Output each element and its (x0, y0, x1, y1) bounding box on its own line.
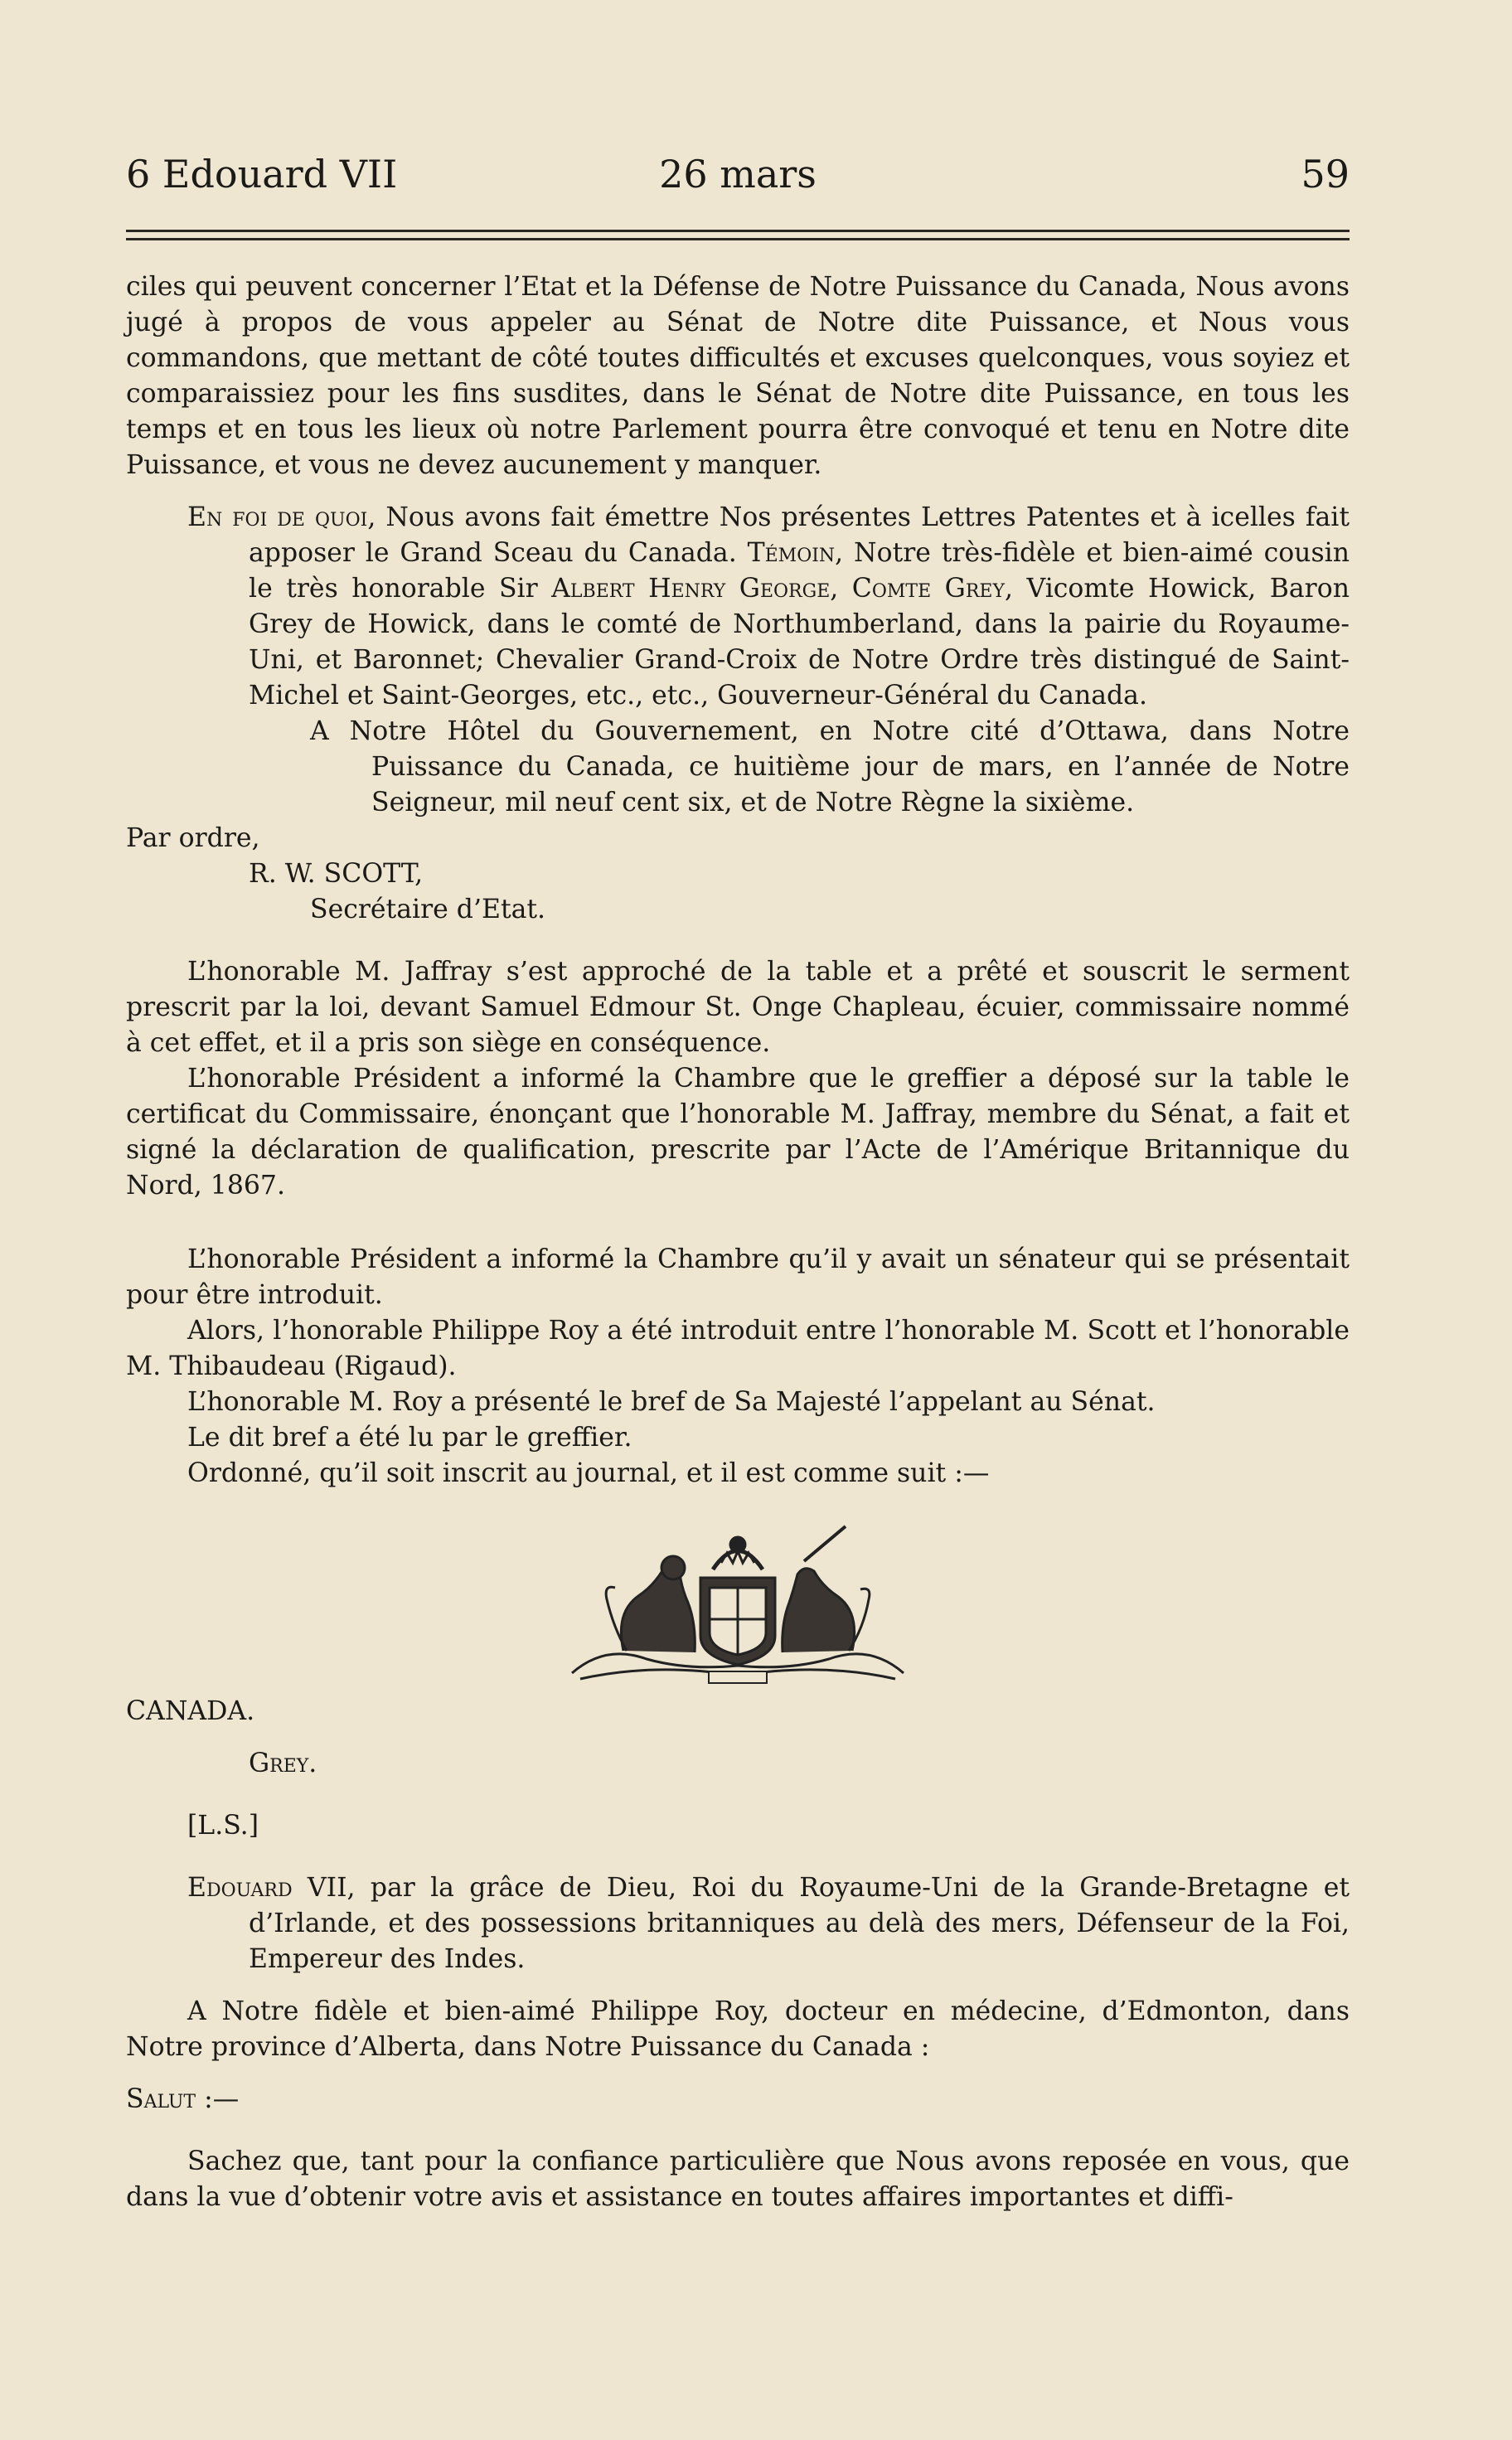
par-ordre: Par ordre, (126, 823, 260, 853)
paragraph-jaffray-oath: L’honorable M. Jaffray s’est approché de la table et a prêté et souscrit le serment prescrit par la loi, devant Samuel Edmour St. Onge Chapleau, écuier, commissaire nommé à cet effet, et il a pris son siège en conséquence. (126, 957, 1350, 1058)
signatory-name: R. W. SCOTT, (249, 859, 424, 889)
signatory-title: Secrétaire d’Etat. (310, 895, 546, 924)
canada-heading: CANADA. (126, 1696, 255, 1726)
en-foi-text-1: , Nous avons fait émettre Nos présentes Lettres Patentes et à icelles fait apposer le Grand Sceau du Canada. (249, 502, 1350, 568)
page-number: 59 (1301, 152, 1350, 196)
paragraph-ordonne: Ordonné, qu’il soit inscrit au journal, et il est comme suit :— (187, 1458, 990, 1488)
edouard-text: VII, par la grâce de Dieu, Roi du Royaume-Uni de la Grande-Bretagne et d’Irlande, et des possessions britanniques au delà des mers, Défenseur de la Foi, Empereur des Indes. (249, 1873, 1350, 1974)
header-rule-top (126, 230, 1350, 232)
coat-of-arms (126, 1520, 1350, 1694)
closing-paragraph: Sachez que, tant pour la confiance particulière que Nous avons reposée en vous, que dans la vue d’obtenir votre avis et assistance en toutes affaires importantes et diffi- (126, 2147, 1350, 2212)
en-foi-text-3: , Vicomte Howick, Baron Grey de Howick, dans le comté de Northumberland, dans la pairie du Royaume-Uni, et Baronnet; Chevalier Grand-Croix de Notre Ordre très distingué de Saint-Michel et Saint-Georges, etc., etc., Gouverneur-Général du Canada. (249, 574, 1350, 711)
paragraph-senator-presented: L’honorable Président a informé la Chambre qu’il y avait un sénateur qui se présentait pour être introduit. (126, 1244, 1350, 1310)
en-foi-text-2: , Notre très-fidèle et bien-aimé cousin le très honorable Sir (249, 538, 1350, 604)
edouard-lead: Edouard (187, 1873, 293, 1903)
en-foi-paragraph (126, 500, 1350, 714)
place-date-paragraph: A Notre Hôtel du Gouvernement, en Notre cité d’Ottawa, dans Notre Puissance du Canada, ce huitième jour de mars, en l’année de Notre Seigneur, mil neuf cent six, et de Notre Règne la sixième. (310, 716, 1350, 817)
header-rule-bottom (126, 238, 1350, 240)
page-body (126, 269, 1350, 2215)
paragraph-bref-presented: L’honorable M. Roy a présenté le bref de Sa Majesté l’appelant au Sénat. (187, 1387, 1156, 1417)
running-header (126, 149, 1350, 199)
address-paragraph: A Notre fidèle et bien-aimé Philippe Roy, docteur en médecine, d’Edmonton, dans Notre province d’Alberta, dans Notre Puissance du Canada : (126, 1996, 1350, 2062)
seal-label: [L.S.] (187, 1811, 259, 1841)
paragraph-roy-introduced: Alors, l’honorable Philippe Roy a été introduit entre l’honorable M. Scott et l’honorable M. Thibaudeau (Rigaud). (126, 1316, 1350, 1381)
paragraph-certificate: L’honorable Président a informé la Chambre que le greffier a déposé sur la table le certificat du Commissaire, énonçant que l’honorable M. Jaffray, membre du Sénat, a fait et signé la déclaration de qualification, prescrite par l’Acte de l’Amérique Britannique du Nord, 1867. (126, 1064, 1350, 1201)
header-date: 26 mars (659, 152, 817, 196)
salut-line: Salut :— (126, 2084, 240, 2114)
edouard-preamble (126, 1870, 1350, 1977)
en-foi-lead: En foi de quoi (187, 502, 368, 532)
temoin-word: Témoin (747, 538, 836, 568)
governor-name: Albert Henry George, Comte Grey (551, 574, 1005, 604)
paragraph-bref-read: Le dit bref a été lu par le greffier. (187, 1423, 632, 1453)
royal-coat-of-arms-icon (555, 1520, 920, 1694)
grey-signature-label: Grey. (249, 1749, 317, 1778)
header-regnal-year: 6 Edouard VII (126, 152, 398, 196)
opening-paragraph: ciles qui peuvent concerner l’Etat et la Défense de Notre Puissance du Canada, Nous avons jugé à propos de vous appeler au Sénat de Notre dite Puissance, et Nous vous commandons, que mettant de côté toutes difficultés et excuses quelconques, vous soyiez et comparaissiez pour les fins susdites, dans le Sénat de Notre dite Puissance, en tous les temps et en tous les lieux où notre Parlement pourra être convoqué et tenu en Notre dite Puissance, et vous ne devez aucunement y manquer. (126, 272, 1350, 480)
